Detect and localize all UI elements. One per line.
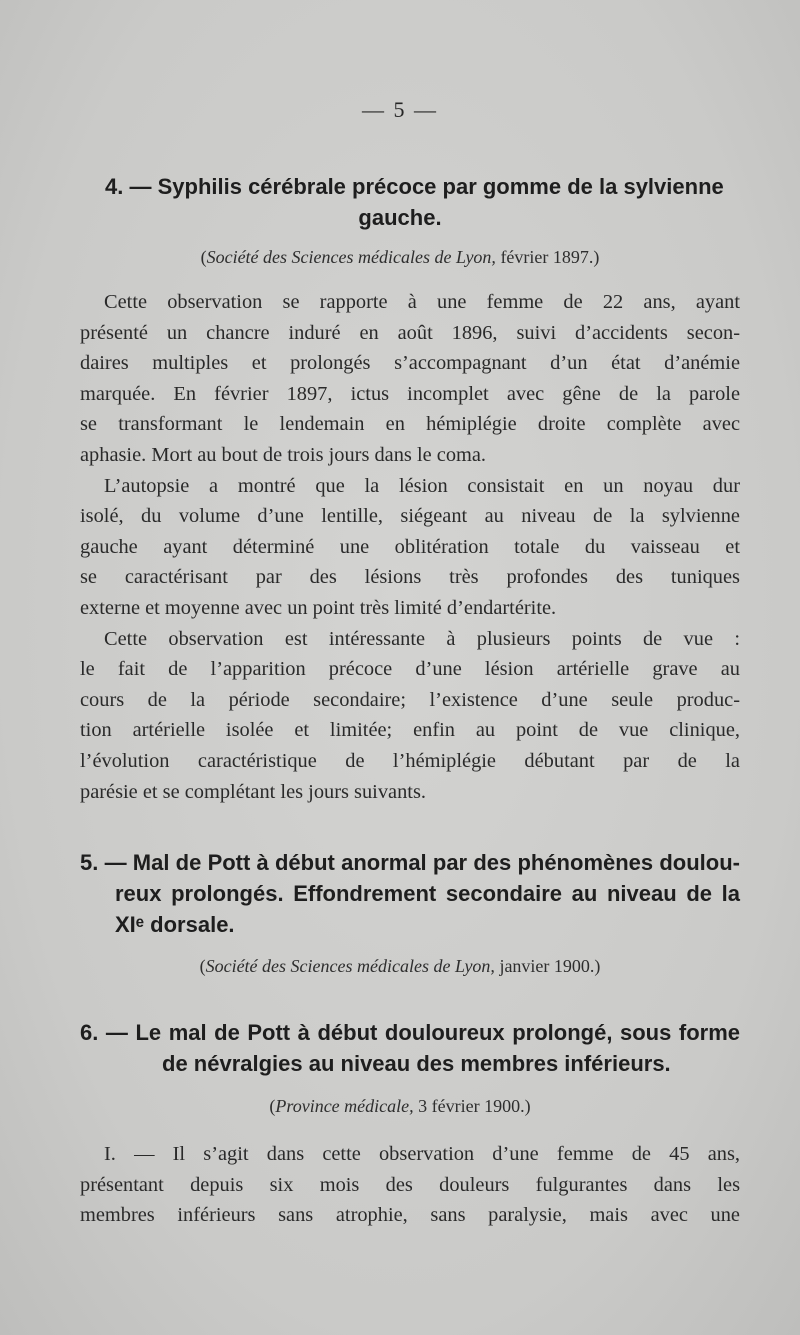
section-5-title-line-1: — Mal de Pott à début anormal par des phénomènes doulou-	[104, 850, 740, 875]
section-4-title-line-2-wrap	[0, 202, 800, 233]
section-4-heading	[105, 171, 725, 202]
section-6-source: (Province médicale, 3 février 1900.)	[269, 1096, 531, 1116]
section-4-source-date: février 1897.)	[495, 247, 600, 267]
section-6-source-date: 3 février 1900.)	[413, 1096, 531, 1116]
section-5-number: 5.	[80, 850, 99, 875]
section-4-paragraph-2: L’autopsie a montré que la lésion consistait en un noyau dur isolé, du volume d’une lentille, siégeant au niveau de la sylvienne gauche ayant déterminé une oblitération totale du vaisseau et se caractérisant par des lésions très profondes des tuniques externe et moyenne avec un point très limité d’endartérite.	[80, 474, 740, 619]
section-6-title-line-2: de névralgies au niveau des membres inférieurs.	[162, 1051, 671, 1076]
section-5-source-journal: Société des Sciences médicales de Lyon,	[205, 956, 495, 976]
page-number: — 5 —	[362, 97, 438, 122]
section-6-body	[80, 1139, 740, 1231]
section-4-number: 4.	[105, 174, 124, 199]
section-5-title-line-3: XIᵉ dorsale.	[115, 912, 235, 937]
section-6-paragraph-1: I. — Il s’agit dans cette observation d’une femme de 45 ans, présentant depuis six mois des douleurs fulgurantes dans les membres inférieurs sans atrophie, sans paralysie, mais avec une	[80, 1143, 740, 1227]
section-4-source: (Société des Sciences médicales de Lyon, février 1897.)	[200, 247, 600, 267]
section-6-number: 6.	[80, 1020, 99, 1045]
section-6-source-journal: Province médicale,	[275, 1096, 414, 1116]
section-5-heading	[80, 847, 740, 940]
section-6-heading	[80, 1017, 740, 1079]
section-5-title-line-2: reux prolongés. Effondrement secondaire au niveau de la	[115, 881, 740, 906]
section-5-source-date: janvier 1900.)	[494, 956, 601, 976]
section-6-title-line-1: — Le mal de Pott à début douloureux prolongé, sous forme	[105, 1020, 740, 1045]
section-4-title-line-1: — Syphilis cérébrale précoce par gomme de la sylvienne	[129, 174, 724, 199]
section-5-source: (Société des Sciences médicales de Lyon, janvier 1900.)	[199, 956, 601, 976]
section-4-source-journal: Société des Sciences médicales de Lyon,	[206, 247, 496, 267]
section-4-title-line-2: gauche.	[358, 205, 442, 230]
section-4-body	[80, 287, 740, 807]
section-4-paragraph-1: Cette observation se rapporte à une femme de 22 ans, ayant présenté un chancre induré en août 1896, suivi d’accidents secon- daires multiples et prolongés s’accompagnant d’un état d’anémie marquée. En février 1897, ictus incomplet avec gêne de la parole se transformant le lendemain en hémiplégie droite complète avec aphasie. Mort au bout de trois jours dans le coma.	[80, 291, 740, 466]
section-4-paragraph-3: Cette observation est intéressante à plusieurs points de vue : le fait de l’apparition précoce d’une lésion artérielle grave au cours de la période secondaire; l’existence d’une seule produc- tion artérielle isolée et limitée; enfin au point de vue clinique, l’évolution caractéristique de l’hémiplégie débutant par de la parésie et se complétant les jours suivants.	[80, 627, 740, 803]
